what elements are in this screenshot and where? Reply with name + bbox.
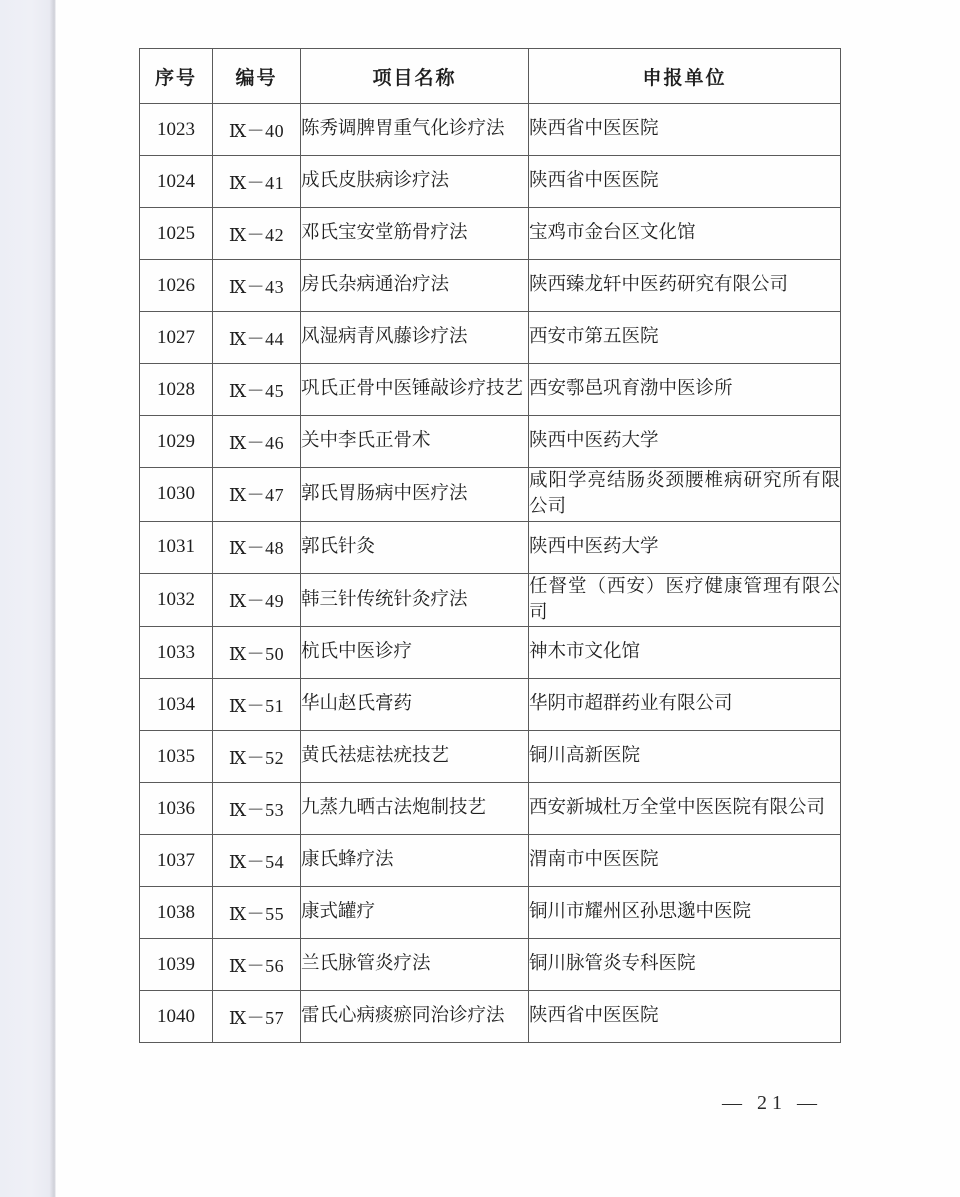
cell-project-name: 房氏杂病通治疗法 (301, 260, 529, 312)
cell-project-name: 杭氏中医诊疗 (301, 627, 529, 679)
cell-project-name: 雷氏心病痰瘀同治诊疗法 (301, 991, 529, 1043)
column-header-project-name: 项目名称 (301, 49, 529, 104)
cell-sequence: 1030 (140, 468, 213, 522)
table-row (140, 104, 841, 156)
cell-applicant-unit: 西安新城杜万全堂中医医院有限公司 (529, 783, 841, 835)
table-row (140, 468, 841, 522)
cell-project-name: 郭氏针灸 (301, 521, 529, 573)
cell-code: Ⅸ－44 (213, 312, 301, 364)
column-header-code: 编号 (213, 49, 301, 104)
cell-sequence: 1037 (140, 835, 213, 887)
cell-applicant-unit: 西安鄠邑巩育渤中医诊所 (529, 364, 841, 416)
cell-applicant-unit: 华阴市超群药业有限公司 (529, 679, 841, 731)
table-row (140, 887, 841, 939)
cell-sequence: 1025 (140, 208, 213, 260)
cell-code: Ⅸ－56 (213, 939, 301, 991)
cell-sequence: 1038 (140, 887, 213, 939)
cell-applicant-unit: 任督堂（西安）医疗健康管理有限公司 (529, 573, 841, 627)
table-row (140, 208, 841, 260)
cell-code: Ⅸ－48 (213, 521, 301, 573)
cell-code: Ⅸ－53 (213, 783, 301, 835)
column-header-sequence: 序号 (140, 49, 213, 104)
cell-project-name: 康氏蜂疗法 (301, 835, 529, 887)
cell-code: Ⅸ－46 (213, 416, 301, 468)
cell-code: Ⅸ－43 (213, 260, 301, 312)
table-row (140, 260, 841, 312)
column-header-applicant-unit: 申报单位 (529, 49, 841, 104)
table-row (140, 731, 841, 783)
cell-code: Ⅸ－40 (213, 104, 301, 156)
cell-applicant-unit: 铜川高新医院 (529, 731, 841, 783)
table-row (140, 156, 841, 208)
cell-code: Ⅸ－52 (213, 731, 301, 783)
cell-sequence: 1039 (140, 939, 213, 991)
table-row (140, 627, 841, 679)
cell-project-name: 成氏皮肤病诊疗法 (301, 156, 529, 208)
cell-project-name: 韩三针传统针灸疗法 (301, 573, 529, 627)
cell-sequence: 1026 (140, 260, 213, 312)
cell-project-name: 华山赵氏膏药 (301, 679, 529, 731)
cell-project-name: 陈秀调脾胃重气化诊疗法 (301, 104, 529, 156)
cell-code: Ⅸ－49 (213, 573, 301, 627)
table-row (140, 835, 841, 887)
cell-applicant-unit: 陕西省中医医院 (529, 991, 841, 1043)
cell-sequence: 1035 (140, 731, 213, 783)
cell-sequence: 1040 (140, 991, 213, 1043)
table-row (140, 783, 841, 835)
cell-sequence: 1031 (140, 521, 213, 573)
cell-project-name: 关中李氏正骨术 (301, 416, 529, 468)
cell-applicant-unit: 咸阳学亮结肠炎颈腰椎病研究所有限公司 (529, 468, 841, 522)
cell-applicant-unit: 西安市第五医院 (529, 312, 841, 364)
cell-project-name: 巩氏正骨中医锤敲诊疗技艺 (301, 364, 529, 416)
cell-code: Ⅸ－45 (213, 364, 301, 416)
table-row (140, 991, 841, 1043)
document-page (56, 0, 960, 1197)
page-number: — 21 — (722, 1092, 822, 1114)
cell-code: Ⅸ－47 (213, 468, 301, 522)
table-row (140, 939, 841, 991)
cell-applicant-unit: 陕西臻龙轩中医药研究有限公司 (529, 260, 841, 312)
cell-sequence: 1023 (140, 104, 213, 156)
cell-sequence: 1027 (140, 312, 213, 364)
cell-project-name: 黄氏祛痣祛疣技艺 (301, 731, 529, 783)
cell-sequence: 1033 (140, 627, 213, 679)
cell-applicant-unit: 陕西省中医医院 (529, 156, 841, 208)
cell-applicant-unit: 铜川脉管炎专科医院 (529, 939, 841, 991)
cell-code: Ⅸ－50 (213, 627, 301, 679)
cell-project-name: 邓氏宝安堂筋骨疗法 (301, 208, 529, 260)
cell-project-name: 康式罐疗 (301, 887, 529, 939)
table-row (140, 573, 841, 627)
heritage-items-table (139, 48, 841, 1043)
cell-sequence: 1024 (140, 156, 213, 208)
cell-applicant-unit: 神木市文化馆 (529, 627, 841, 679)
cell-sequence: 1028 (140, 364, 213, 416)
cell-applicant-unit: 陕西中医药大学 (529, 521, 841, 573)
cell-code: Ⅸ－54 (213, 835, 301, 887)
cell-code: Ⅸ－57 (213, 991, 301, 1043)
cell-applicant-unit: 宝鸡市金台区文化馆 (529, 208, 841, 260)
cell-sequence: 1036 (140, 783, 213, 835)
table-body (140, 104, 841, 1043)
page-gutter-shadow (0, 0, 56, 1197)
cell-project-name: 兰氏脉管炎疗法 (301, 939, 529, 991)
cell-applicant-unit: 陕西中医药大学 (529, 416, 841, 468)
table-row (140, 416, 841, 468)
cell-applicant-unit: 陕西省中医医院 (529, 104, 841, 156)
cell-project-name: 郭氏胃肠病中医疗法 (301, 468, 529, 522)
cell-code: Ⅸ－51 (213, 679, 301, 731)
cell-project-name: 风湿病青风藤诊疗法 (301, 312, 529, 364)
cell-sequence: 1034 (140, 679, 213, 731)
table-row (140, 364, 841, 416)
table-row (140, 679, 841, 731)
page-content (139, 48, 840, 1043)
table-header-row (140, 49, 841, 104)
cell-applicant-unit: 渭南市中医医院 (529, 835, 841, 887)
cell-sequence: 1032 (140, 573, 213, 627)
table-row (140, 312, 841, 364)
table-header (140, 49, 841, 104)
cell-code: Ⅸ－41 (213, 156, 301, 208)
cell-applicant-unit: 铜川市耀州区孙思邈中医院 (529, 887, 841, 939)
cell-project-name: 九蒸九晒古法炮制技艺 (301, 783, 529, 835)
cell-code: Ⅸ－55 (213, 887, 301, 939)
table-row (140, 521, 841, 573)
cell-sequence: 1029 (140, 416, 213, 468)
cell-code: Ⅸ－42 (213, 208, 301, 260)
